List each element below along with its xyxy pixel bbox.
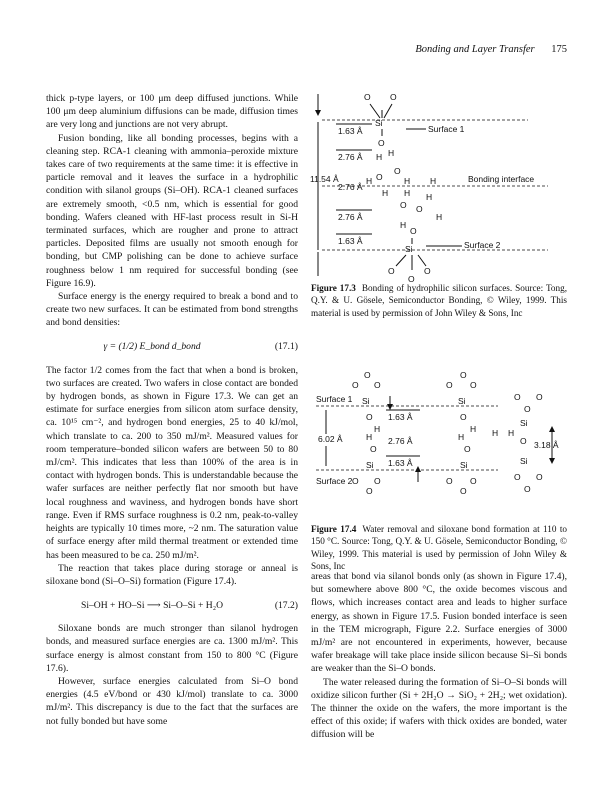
dist-label: 1.63 Å — [388, 458, 413, 468]
oxygen-atom: O — [524, 404, 531, 414]
oxygen-atom: O — [464, 444, 471, 454]
hydrogen-atom: H — [374, 424, 381, 434]
paragraph: The water released during the formation of Si–O–Si bonds will oxidize silicon further (Si + 2H₂O → SiO₂ + 2H₂; wet oxidation). The thinner the oxide on the wafers, the more important is the effect of this oxide; if wafers with thick oxides are bonded, water diffusion will be — [311, 676, 567, 741]
left-column — [46, 92, 298, 728]
hydrogen-atom: H — [426, 192, 433, 202]
hydrogen-atom: H — [382, 188, 389, 198]
caption-text: Water removal and siloxane bond formation at 110 to 150 °C. Source: Tong, Q.Y. & U. Gösele, Semiconductor Bonding, © Wiley, 1999. This material is used by permission of John Wiley & Sons, Inc — [311, 524, 568, 572]
equation-17-1 — [46, 336, 298, 358]
oxygen-atom: O — [460, 486, 467, 496]
equation-body: Si–OH + HO–Si ⟶ Si–O–Si + H₂O — [81, 599, 223, 611]
running-header — [415, 44, 567, 55]
surface1-label: Surface 1 — [316, 394, 353, 404]
silicon-atom: Si — [520, 456, 528, 466]
paragraph: thick p-type layers, or 100 μm deep diffused junctions. While 100 μm deep aluminium diffusions can be made, diffusion times are very long and junctions are not very abrupt. — [46, 93, 298, 131]
oxygen-atom: O — [520, 436, 527, 446]
oxygen-atom: O — [460, 370, 467, 380]
dist-label: 1.63 Å — [338, 126, 363, 136]
dist-label: 2.76 Å — [338, 152, 363, 162]
figure-label: Figure 17.4 — [311, 524, 357, 534]
oxygen-atom: O — [364, 92, 371, 102]
oxygen-atom: O — [410, 226, 417, 236]
oxygen-atom: O — [514, 392, 521, 402]
paragraph: Fusion bonding, like all bonding processes, begins with a cleaning step. RCA-1 cleaning with ammonia–peroxide mixture takes care of two requirements at the same time: it is effective in particle removal and it leaves the surface in a hydrophilic condition with silanol groups (Si–OH). RCA-1 cleaned surfaces are extremely smooth, <0.5 nm, which is essential for good bonding. Wafers cleaned with HF-last process result in Si-H terminated surfaces, which are rougher and prone to attract particles. Deposited films are usually not smooth enough for bonding, but CMP polishing can be done to achieve surface roughness below 1 nm required for successful bonding (see Figure 16.9). — [46, 132, 298, 289]
top-arrow-head — [315, 110, 321, 116]
equation-number: (17.1) — [274, 341, 298, 353]
figure-17-4-caption — [311, 523, 567, 573]
oxygen-atom: O — [376, 172, 383, 182]
dist-label: 11.54 Å — [310, 174, 339, 184]
hydrogen-atom: H — [436, 212, 443, 222]
paragraph: Siloxane bonds are much stronger than silanol hydrogen bonds, and measured surface energies are ca. 1300 mJ/m². This surface energy is almost constant from 150 to 800 °C (Figure 17.6). — [46, 623, 298, 674]
oxygen-atom: O — [352, 476, 359, 486]
oxygen-atom: O — [446, 476, 453, 486]
oxygen-atom: O — [424, 266, 431, 276]
equation-body: γ = (1/2) E_bond d_bond — [103, 341, 201, 353]
caption-text: Bonding of hydrophilic silicon surfaces. Source: Tong, Q.Y. & U. Gösele, Semiconductor Bonding, © Wiley, 1999. This material is used by permission of John Wiley & Sons, Inc — [311, 283, 567, 318]
dist-label: 2.76 Å — [338, 182, 363, 192]
figure-label: Figure 17.3 — [311, 283, 356, 293]
oxygen-atom: O — [524, 484, 531, 494]
oxygen-atom: O — [370, 444, 377, 454]
oxygen-atom: O — [374, 476, 381, 486]
oxygen-atom: O — [400, 200, 407, 210]
silicon-atom: Si — [405, 244, 413, 254]
page-number: 175 — [551, 44, 567, 55]
hydrogen-atom: H — [366, 432, 373, 442]
equation-number: (17.2) — [274, 599, 298, 611]
dist-label: 6.02 Å — [318, 434, 343, 444]
oxygen-atom: O — [352, 380, 359, 390]
hydrogen-atom: H — [376, 152, 383, 162]
paragraph: However, surface energies calculated from Si–O bond energies (4.5 eV/bond or 430 kJ/mol) translate to ca. 3000 mJ/m². This discrepancy is due to the fact that the surfaces are not fully bonded but have some — [46, 675, 298, 727]
hydrogen-atom: H — [400, 220, 407, 230]
oxygen-atom: O — [366, 412, 373, 422]
dist-label: 1.63 Å — [388, 412, 413, 422]
paragraph: The reaction that takes place during storage or anneal is siloxane bond (Si–O–Si) formation (Figure 17.4). — [46, 562, 298, 587]
dist-label: 2.76 Å — [338, 212, 363, 222]
paragraph: Surface energy is the energy required to break a bond and to create two new surfaces. It can be estimated from bond strengths and bond densities: — [46, 291, 298, 329]
silicon-atom: Si — [375, 118, 383, 128]
oxygen-atom: O — [514, 472, 521, 482]
equation-17-2 — [46, 594, 298, 616]
silicon-atom: Si — [362, 396, 370, 406]
oxygen-atom: O — [416, 204, 423, 214]
hydrogen-atom: H — [366, 176, 373, 186]
oxygen-atom: O — [536, 392, 543, 402]
oxygen-atom: O — [446, 380, 453, 390]
dist-label: 1.63 Å — [338, 236, 363, 246]
hydrogen-atom: H — [492, 428, 499, 438]
hydrogen-atom: H — [388, 148, 395, 158]
figure-17-3-caption — [311, 282, 567, 319]
right-column — [311, 570, 567, 742]
paragraph: areas that bond via silanol bonds only (as shown in Figure 17.4), but somewhere above 800 °C, the oxide becomes viscous and flows, which increases contact area and leads to higher surface energy, as shown in Figure 17.5. Fusion bonded interface is seen in the TEM micrograph, Figure 2.2. Surface energies of 3000 mJ/m² are not encountered in experiments, however, because wafer breakage will take place inside silicon because Si–Si bonds are weaker than the Si–O bonds. — [311, 571, 567, 675]
hydrogen-atom: H — [404, 176, 411, 186]
oxygen-atom: O — [366, 486, 373, 496]
silicon-atom: Si — [520, 418, 528, 428]
top-si-group — [364, 92, 397, 136]
hydrogen-atom: H — [404, 188, 411, 198]
hydrogen-atom: H — [458, 432, 465, 442]
oxygen-atom: O — [378, 138, 385, 148]
oxygen-atom: O — [374, 380, 381, 390]
hydrogen-atom: H — [470, 424, 477, 434]
oxygen-atom: O — [536, 472, 543, 482]
silicon-atom: Si — [458, 396, 466, 406]
figure-17-3-diagram — [308, 88, 578, 284]
surface1-label: Surface 1 — [428, 124, 465, 134]
oxygen-atom: O — [460, 412, 467, 422]
surface2-label: Surface 2 — [464, 240, 501, 250]
hydrogen-atom: H — [508, 428, 515, 438]
oxygen-atom: O — [388, 266, 395, 276]
running-title: Bonding and Layer Transfer — [415, 44, 535, 55]
hydrogen-atom: H — [430, 176, 437, 186]
paragraph: The factor 1/2 comes from the fact that when a bond is broken, two surfaces are created. Two wafers in close contact are bonded by hydrogen bonds, as shown in Figure 17.3. We can get an estimate for surface energies from silicon atom surface density, ca. 10¹⁵ cm⁻², and hydrogen bond energies, 25 to 40 kJ/mol, which translate to ca. 200 to 350 mJ/m². Measured values for room temperature–bonded silicon wafers are between 50 to 80 mJ/cm². This indicates that less than 100% of the area is in contact with hydrogen bonds. This is understandable because the wafer surfaces are neither perfectly flat nor smooth but have local roughness and waviness, and hydrogen bonds have short range. Even if RMS surface roughness is 0.2 nm, peak-to-valley heights are typically 10 times more, ~2 nm. The saturation value of surface energy after mild thermal treatment or extended time has been measured to be ca. 250 mJ/m². — [46, 364, 298, 561]
silicon-atom: Si — [366, 460, 374, 470]
si-oxygens-top — [352, 370, 477, 390]
dist-label: 3.18 Å — [534, 440, 559, 450]
oxygen-atom: O — [408, 274, 415, 284]
oxygen-atom: O — [364, 370, 371, 380]
oxygen-atom: O — [390, 92, 397, 102]
silicon-atom: Si — [460, 460, 468, 470]
oxygen-atom: O — [470, 380, 477, 390]
dist-label: 2.76 Å — [388, 436, 413, 446]
interface-label: Bonding interface — [468, 174, 535, 184]
surface2-label: Surface 2 — [316, 476, 353, 486]
oxygen-atom: O — [394, 166, 401, 176]
oxygen-atom: O — [470, 476, 477, 486]
figure-17-4-diagram — [308, 370, 578, 520]
